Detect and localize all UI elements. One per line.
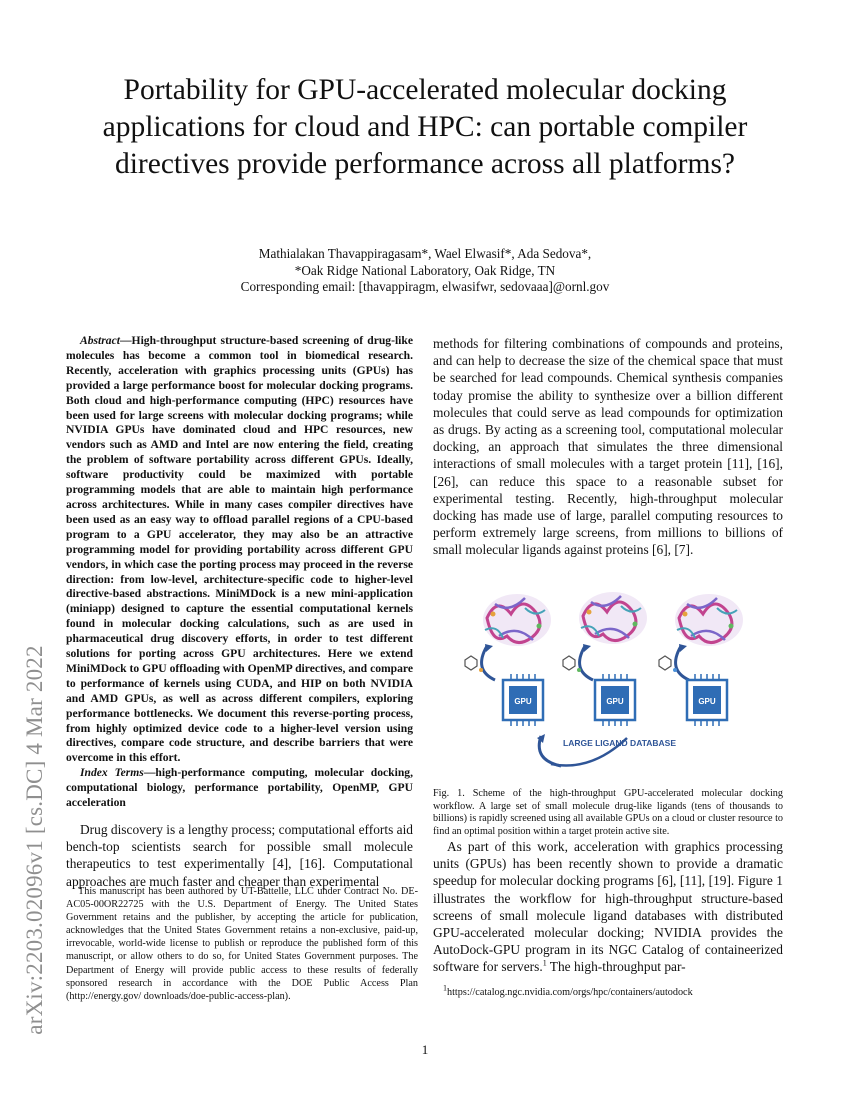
- index-terms-label: Index Terms: [80, 766, 144, 780]
- copyright-footnote: This manuscript has been authored by UT-Battelle, LLC under Contract No. DE-AC05-00OR22725 with the U.S. Department of Energy. The United States Government retains and the publisher, by accepting the article for publication, acknowledges that the United States Government retains a non-exclusive, paid-up, irrevocable, world-wide license to publish or reproduce the published form of this manuscript, or allow others to do so, for United States Government purposes. The Department of Energy will provide public access to these results of federally sponsored research in accordance with the DOE Public Access Plan (http://energy.gov/ downloads/doe-public-access-plan).: [66, 886, 418, 1002]
- gpu-paragraph: [433, 838, 783, 976]
- url-footnote-link[interactable]: https://catalog.ngc.nvidia.com/orgs/hpc/containers/autodock: [447, 987, 693, 998]
- arrow-curve-3: [676, 646, 689, 680]
- gpu-label-3: GPU: [698, 697, 716, 706]
- footnote-marker: 1: [542, 958, 547, 968]
- database-label: LARGE LIGAND DATABASE: [563, 738, 677, 748]
- figure-caption: Fig. 1. Scheme of the high-throughput GPU-accelerated molecular docking workflow. A large set of small molecule drug-like ligands (tens of thousands to billions) is rapidly screened using all available GPUs on a cloud or cluster resource to find an optimal position within a target protein active site.: [433, 788, 783, 838]
- author-affiliation: *Oak Ridge National Laboratory, Oak Ridge, TN: [294, 262, 556, 278]
- arxiv-stamp-text: arXiv:2203.02096v1 [cs.DC] 4 Mar 2022: [22, 645, 47, 1035]
- gpu-paragraph-text: As part of this work, acceleration with graphics processing units (GPUs) has been recently shown to provide a dramatic speedup for molecular docking programs [6], [11], [19]. Figure 1 illustrates the workflow for high-throughput structure-based screens of small molecule ligand databases with distributed GPU-accelerated molecular docking; NVIDIA provides the AutoDock-GPU program in its NGC Catalog of containeerized software for servers.: [433, 839, 783, 975]
- gpu-label-2: GPU: [606, 697, 624, 706]
- gpu-chip-1: [503, 674, 543, 726]
- page-number: 1: [421, 1042, 429, 1057]
- left-column: [66, 334, 413, 890]
- intro-paragraph-right: methods for filtering combinations of compounds and proteins, and can help to decrease the size of the chemical space that must be searched for lead compounds. Chemical synthesis companies today promise the ability to synthesize over a billion different molecules that could serve as lead compounds for optimization as drugs. By acting as a screening tool, computational molecular docking, an approach that simulates the three dimensional interactions of small molecules with a target protein [11], [16], [26], can reduce this space to a reasonable subset for experimental testing. Recently, high-throughput molecular docking has made use of large, parallel computing resources to perform extremely large screens, from millions to billions of small molecular ligands against proteins [6], [7].: [433, 336, 783, 558]
- protein-structure-3: [675, 594, 743, 646]
- right-column: [433, 335, 783, 559]
- arrow-curve-2: [580, 646, 593, 680]
- author-email: Corresponding email: [thavappiragm, elwasifwr, sedovaaa]@ornl.gov: [240, 279, 610, 294]
- url-footnote: [443, 983, 783, 999]
- gpu-label-1: GPU: [514, 697, 532, 706]
- index-terms: [66, 766, 413, 811]
- abstract-text: —High-throughput structure-based screening of drug-like molecules has become a common tool in biomedical research. Recently, acceleration with graphics processing units (GPUs) has provided a large performance boost for molecular docking programs. Both cloud and high-performance computing (HPC) resources have been used for large screens with molecular docking programs; while NVIDIA GPUs have dominated cloud and HPC resources, new vendors such as AMD and Intel are now entering the field, creating the problem of software portability across different GPUs. Ideally, software productivity could be maximized with portable programming models that are able to maintain high performance across architectures. While in many cases compiler directives have been used as an easy way to offload parallel regions of a CPU-based program to a GPU accelerator, they may also be an attractive programming model for providing portability across different GPU vendors, in which case the porting process may proceed in the reverse direction: from low-level, architecture-specific code to higher-level directive-based abstractions. MiniMDock is a new mini-application (miniapp) designed to capture the essential computational kernels found in molecular docking calculations, such as are used in pharmaceutical drug discovery efforts, in order to test different solutions for porting across GPU architectures. Here we extend MiniMDock to GPU offloading with OpenMP directives, and compare to performance of kernels using CUDA, and HIP on both NVIDIA and AMD GPUs, as well as across different compilers, exploring performance bottlenecks. We document this reverse-porting process, from highly optimized device code to a higher-level version using directives, compare code structure, and describe barriers that were overcome in this effort.: [66, 334, 413, 765]
- footnote-right-marker: 1: [443, 983, 447, 993]
- author-block: [120, 246, 730, 296]
- arxiv-stamp: [10, 295, 60, 1035]
- protein-structure-2: [579, 592, 647, 644]
- arrow-curve-1: [482, 646, 495, 680]
- author-names: Mathialakan Thavappiragasam*, Wael Elwasif*, Ada Sedova*,: [258, 246, 592, 261]
- intro-paragraph-left: Drug discovery is a lengthy process; computational efforts aid bench-top scientists search for possible small molecule therapeutics to test experimentally [4], [16]. Computational approaches are much faster and cheaper than experimental: [66, 822, 413, 889]
- protein-structure-1: [483, 594, 551, 646]
- abstract: [66, 334, 413, 766]
- gpu-chip-2: [595, 674, 635, 726]
- index-terms-text: —high-performance computing, molecular docking, computational biology, performance portability, OpenMP, GPU acceleration: [66, 766, 413, 810]
- paper-title: Portability for GPU-accelerated molecular docking applications for cloud and HPC: can portable compiler directives provide performance across all platforms?: [102, 74, 748, 180]
- workflow-figure: [455, 588, 775, 768]
- gpu-paragraph-tail: The high-throughput par-: [546, 959, 686, 975]
- abstract-label: Abstract: [80, 334, 120, 347]
- gpu-chip-3: [687, 674, 727, 726]
